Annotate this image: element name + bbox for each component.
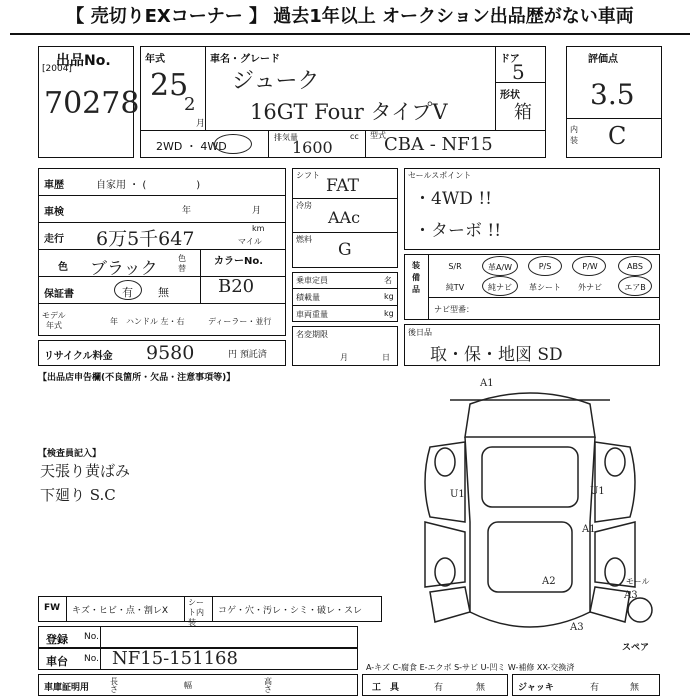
doors-label: ドア (500, 54, 520, 65)
ac-value: AAc (328, 208, 361, 227)
drive-options: 2WD ・ 4WD (156, 140, 227, 153)
year-label: 年式 (145, 54, 165, 65)
car-damage-diagram (410, 372, 690, 652)
fw-seat-label: シート内装 (188, 598, 204, 627)
interior-value: C (608, 122, 627, 150)
lot-number: 70278 (44, 86, 140, 121)
fuel-label: 燃料 (296, 235, 312, 244)
equip-ps-circle (528, 256, 562, 276)
tools-no: 無 (476, 683, 486, 693)
damage-legend: A-キズ C-腐食 E-エクボ S-サビ U-凹ミ W-補修 XX-交換済 (366, 663, 575, 672)
weight-unit: kg (384, 309, 394, 318)
equip-abs: ABS (627, 262, 643, 271)
fuel-value: G (338, 240, 352, 260)
equip-pw: P/W (582, 262, 598, 271)
sales-point-1: ・4WD !! (414, 189, 492, 209)
lot-label: 出品No. (56, 53, 111, 69)
weight-label: 車両重量 (296, 310, 328, 319)
mileage-unit-km: km (252, 224, 265, 233)
warranty-no: 無 (158, 286, 169, 299)
inspection-year: 年 (182, 206, 192, 216)
model-code-label: 型式 (370, 131, 386, 140)
drive-4wd-circle (214, 134, 252, 154)
cert-length: 長さ (110, 677, 118, 694)
equip-sr: S/R (448, 262, 462, 271)
diagram-mark-a3-right: A3 (624, 590, 638, 601)
equip-airbag: エアB (624, 283, 646, 292)
jack-yes: 有 (590, 683, 600, 693)
color-value: ブラック (90, 259, 158, 279)
equip-aw-circle (482, 256, 518, 276)
tools-yes: 有 (434, 683, 444, 693)
score-label: 評価点 (588, 54, 618, 65)
after-parts-value: 取・保・地図 SD (430, 345, 563, 365)
diagram-spare-label: スペア (622, 643, 650, 653)
header-rule (10, 33, 690, 35)
model-row-handle: ハンドル 左・右 (126, 317, 185, 326)
shape-value: 箱 (514, 102, 532, 123)
equip-ext-navi: 外ナビ (578, 283, 602, 292)
history-label: 車歴 (44, 180, 64, 191)
jack-label: ジャッキ (518, 683, 554, 693)
name-change-month: 月 (340, 353, 348, 362)
sales-point-2: ・ターボ !! (414, 221, 502, 241)
header-title: 【 売切りEXコーナー 】 過去1年以上 オークション出品歴がない車両 (66, 6, 634, 27)
color-no-value: B20 (218, 276, 255, 297)
cert-width: 幅 (184, 681, 192, 690)
chassis-value: NF15-151168 (112, 648, 238, 669)
year-value: 25 (150, 68, 189, 103)
equip-ps: P/S (538, 262, 552, 271)
inspector-note-line2: 下廻り S.C (40, 486, 116, 504)
warranty-yes: 有 (122, 286, 133, 299)
diagram-mark-a3-bottom: A3 (570, 622, 584, 633)
mileage-label: 走行 (44, 234, 64, 245)
history-value: 自家用 ・ ( ) (96, 180, 201, 191)
model-row-label1: モデル (42, 311, 66, 320)
recycle-label: リサイクル料金 (44, 351, 113, 362)
fw-types: キズ・ヒビ・点・割レX (72, 606, 168, 616)
after-parts-label: 後日品 (408, 328, 432, 337)
equip-pw-circle (572, 256, 606, 276)
lot-sub: [2004] (42, 64, 72, 74)
equip-navi-circle (482, 276, 518, 296)
year-month-unit: 月 (196, 119, 206, 129)
diagram-small-label: モール (626, 577, 650, 586)
inspection-label: 車検 (44, 207, 64, 218)
diagram-mark-u1-left: U1 (450, 489, 465, 500)
color-no-label: カラーNo. (214, 256, 264, 267)
inspector-note-label: 【検査員記入】 (38, 449, 102, 459)
equip-abs-circle (618, 256, 652, 276)
load-unit: kg (384, 292, 394, 301)
equip-aw: 革A/W (487, 263, 513, 272)
cert-label: 車庫証明用 (44, 683, 90, 693)
jack-no: 無 (630, 683, 640, 693)
diagram-mark-u1-right: U1 (590, 486, 605, 497)
registration-label: 登録 (46, 633, 68, 646)
equip-tv: 純TV (445, 283, 465, 292)
model-row-nen: 年 (110, 317, 118, 326)
doors-value: 5 (512, 60, 525, 84)
color-label: 色 (58, 262, 68, 273)
fw-label: FW (44, 603, 61, 613)
navi-model-label: ナビ型番： (434, 305, 474, 314)
model-row-dealer: ディーラー・並行 (208, 317, 272, 326)
shape-label: 形状 (500, 90, 520, 101)
name-change-day: 日 (382, 353, 390, 362)
displacement-unit: cc (350, 132, 359, 141)
color-change: 色替 (178, 254, 186, 273)
model-row-label2: 年式 (46, 321, 62, 330)
chassis-label: 車台 (46, 655, 68, 668)
diagram-mark-a2: A2 (542, 576, 556, 587)
shift-value: FAT (326, 176, 360, 196)
year-month: 2 (184, 94, 196, 115)
inspection-month: 月 (252, 206, 262, 216)
diagram-mark-a1-right: A1 (582, 524, 596, 535)
ac-label: 冷房 (296, 201, 312, 210)
interior-label: 内装 (570, 125, 578, 145)
capacity-label: 乗車定員 (296, 276, 328, 285)
cert-height: 高さ (264, 677, 272, 694)
fw-seat-types: コゲ・穴・汚レ・シミ・破レ・スレ (218, 606, 363, 616)
recycle-unit: 円 預託済 (228, 350, 267, 360)
car-grade: 16GT Four タイプV (250, 100, 448, 124)
capacity-unit: 名 (384, 276, 392, 285)
equip-navi: 純ナビ (488, 283, 512, 292)
sales-label: セールスポイント (408, 171, 472, 180)
model-code-value: CBA - NF15 (384, 134, 493, 155)
displacement-value: 1600 (292, 138, 333, 157)
mileage-unit-mile: マイル (238, 237, 262, 246)
warranty-label: 保証書 (44, 289, 74, 300)
equipment-label: 装備品 (412, 261, 420, 294)
recycle-value: 9580 (146, 342, 195, 364)
car-label: 車名・グレード (210, 54, 280, 65)
score-value: 3.5 (590, 78, 635, 111)
name-change-label: 名変期限 (296, 330, 328, 339)
equip-airbag-circle (618, 276, 652, 296)
mileage-value: 6万5千647 (96, 228, 195, 250)
car-name: ジューク (232, 69, 320, 94)
inspector-note-line1: 天張り黄ばみ (40, 462, 131, 480)
displacement-label: 排気量 (274, 133, 298, 142)
equip-seat: 革シート (529, 283, 561, 292)
shift-label: シフト (296, 171, 320, 180)
exhibitor-note-label: 【出品店申告欄(不良箇所・欠品・注意事項等)】 (38, 373, 236, 383)
registration-suffix: No. (84, 632, 99, 642)
load-label: 積載量 (296, 293, 320, 302)
chassis-suffix: No. (84, 654, 99, 664)
tools-label: 工 具 (372, 683, 400, 693)
warranty-yes-circle (114, 280, 142, 300)
diagram-mark-a1-top: A1 (480, 378, 494, 389)
